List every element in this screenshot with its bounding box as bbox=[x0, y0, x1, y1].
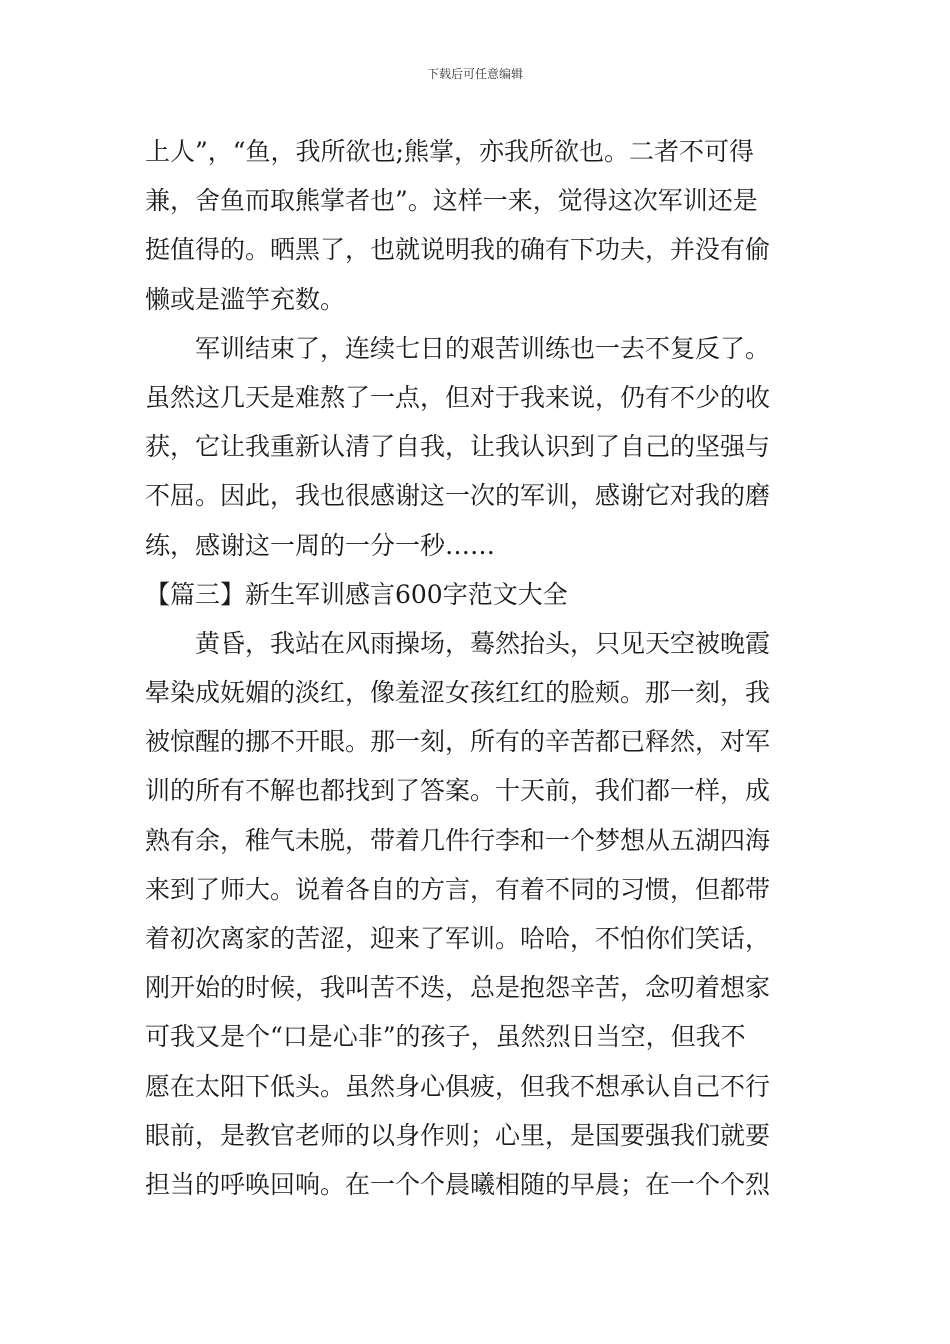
text-line: 练，感谢这一周的一分一秒…… bbox=[145, 530, 496, 560]
text-line: 来到了师大。说着各自的方言，有着不同的习惯，但都带 bbox=[145, 874, 771, 904]
text-line: 懒或是滥竽充数。 bbox=[145, 284, 346, 314]
text-line: 获，它让我重新认清了自我，让我认识到了自己的坚强与 bbox=[145, 432, 771, 462]
text-line: 担当的呼唤回响。在一个个晨曦相随的早晨；在一个个烈 bbox=[145, 1169, 771, 1199]
text-line: 刚开始的时候，我叫苦不迭，总是抱怨辛苦，念叨着想家 bbox=[145, 973, 771, 1003]
text-line: 熟有余，稚气未脱，带着几件行李和一个梦想从五湖四海 bbox=[145, 825, 771, 855]
text-line: 虽然这几天是难熬了一点，但对于我来说，仍有不少的收 bbox=[145, 382, 771, 412]
text-line: 愿在太阳下低头。虽然身心俱疲，但我不想承认自己不行 bbox=[145, 1071, 771, 1101]
text-line: 晕染成妩媚的淡红，像羞涩女孩红红的脸颊。那一刻，我 bbox=[145, 678, 771, 708]
text-line: 上人”，“鱼，我所欲也;熊掌，亦我所欲也。二者不可得 bbox=[145, 137, 754, 166]
text-line: 被惊醒的挪不开眼。那一刻，所有的辛苦都已释然，对军 bbox=[145, 727, 771, 757]
text-line: 兼，舍鱼而取熊掌者也”。这样一来，觉得这次军训还是 bbox=[145, 186, 758, 216]
text-line: 眼前，是教官老师的以身作则；心里，是国要强我们就要 bbox=[145, 1120, 771, 1150]
document-body bbox=[145, 127, 810, 1209]
text-line: 着初次离家的苦涩，迎来了军训。哈哈，不怕你们笑话， bbox=[145, 924, 771, 953]
text-line: 军训结束了，连续七日的艰苦训练也一去不复反了。 bbox=[195, 333, 771, 363]
section-heading: 【篇三】新生军训感言600字范文大全 bbox=[145, 579, 568, 609]
text-line: 可我又是个“口是心非”的孩子，虽然烈日当空，但我不 bbox=[145, 1022, 746, 1052]
text-line: 挺值得的。晒黑了，也就说明我的确有下功夫，并没有偷 bbox=[145, 235, 771, 265]
text-line: 黄昏，我站在风雨操场，蓦然抬头，只见天空被晚霞 bbox=[195, 628, 771, 658]
text-line: 训的所有不解也都找到了答案。十天前，我们都一样，成 bbox=[145, 776, 771, 806]
text-line: 不屈。因此，我也很感谢这一次的军训，感谢它对我的磨 bbox=[145, 481, 771, 511]
page-header: 下载后可任意编辑 bbox=[426, 67, 523, 81]
